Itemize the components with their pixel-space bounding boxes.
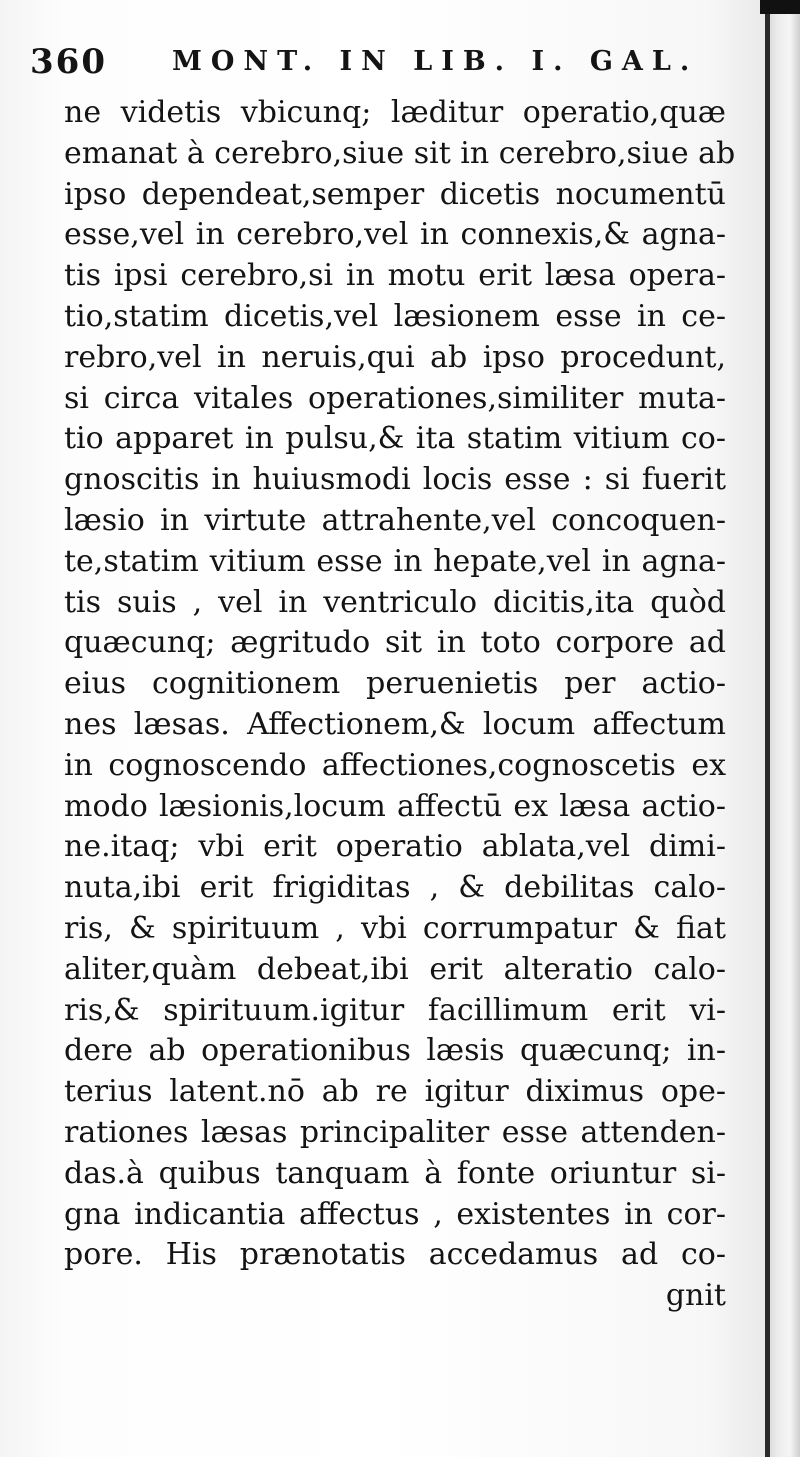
text-line: gnoscitis in huiusmodi locis esse : si fuerit bbox=[64, 462, 726, 498]
text-line: dere ab operationibus læsis quæcunq; in- bbox=[64, 1033, 726, 1069]
running-head: MONT. IN LIB. I. GAL. bbox=[172, 46, 699, 77]
text-line: terius latent.nō ab re igitur diximus ope- bbox=[64, 1074, 726, 1110]
text-line: ris,& spirituum.igitur facillimum erit vi- bbox=[64, 992, 726, 1028]
text-line: si circa vitales operationes,similiter muta- bbox=[64, 380, 726, 416]
text-line: quæcunq; ægritudo sit in toto corpore ad bbox=[64, 625, 726, 661]
text-line: eius cognitionem peruenietis per actio- bbox=[64, 666, 726, 702]
text-line: esse,vel in cerebro,vel in connexis,& agna- bbox=[64, 217, 726, 253]
page-gutter bbox=[766, 0, 800, 1457]
text-line: gna indicantia affectus , existentes in cor- bbox=[64, 1196, 726, 1232]
text-line: ne videtis vbicunq; læditur operatio,quæ bbox=[64, 95, 726, 130]
text-line: nes læsas. Affectionem,& locum affectum bbox=[64, 706, 726, 742]
body-text bbox=[64, 93, 736, 1317]
text-line: ipso dependeat,semper dicetis nocumentū bbox=[64, 176, 726, 212]
text-line: tio apparet in pulsu,& ita statim vitium co- bbox=[64, 421, 726, 457]
corner-shadow bbox=[760, 0, 800, 14]
text-line: ris, & spirituum , vbi corrumpatur & fiat bbox=[64, 910, 726, 946]
text-line: modo læsionis,locum affectū ex læsa actio- bbox=[64, 788, 726, 824]
text-line: emanat à cerebro,siue sit in cerebro,siue ab bbox=[64, 135, 736, 171]
text-line: tio,statim dicetis,vel læsionem esse in ce- bbox=[64, 298, 726, 334]
text-line: te,statim vitium esse in hepate,vel in agna- bbox=[64, 543, 726, 579]
page-header bbox=[30, 38, 740, 86]
text-line: aliter,quàm debeat,ibi erit alteratio calo- bbox=[64, 951, 726, 987]
text-line: in cognoscendo affectiones,cognoscetis ex bbox=[64, 747, 726, 783]
text-line: rebro,vel in neruis,qui ab ipso procedunt, bbox=[64, 339, 726, 375]
catchword: gnit bbox=[665, 1278, 726, 1314]
text-line: nuta,ibi erit frigiditas , & debilitas calo- bbox=[64, 870, 726, 906]
page-edge-shadow bbox=[765, 0, 770, 1457]
text-line: tis suis , vel in ventriculo dicitis,ita quòd bbox=[64, 584, 726, 620]
page-number: 360 bbox=[30, 42, 107, 82]
text-line: pore. His prænotatis accedamus ad co- bbox=[64, 1237, 726, 1273]
text-line: læsio in virtute attrahente,vel concoquen- bbox=[64, 502, 726, 538]
text-line: rationes læsas principaliter esse attenden- bbox=[64, 1114, 726, 1150]
text-line: das.à quibus tanquam à fonte oriuntur si- bbox=[64, 1155, 726, 1191]
text-line: tis ipsi cerebro,si in motu erit læsa opera- bbox=[64, 258, 726, 294]
text-line: ne.itaq; vbi erit operatio ablata,vel dimi- bbox=[64, 829, 726, 865]
